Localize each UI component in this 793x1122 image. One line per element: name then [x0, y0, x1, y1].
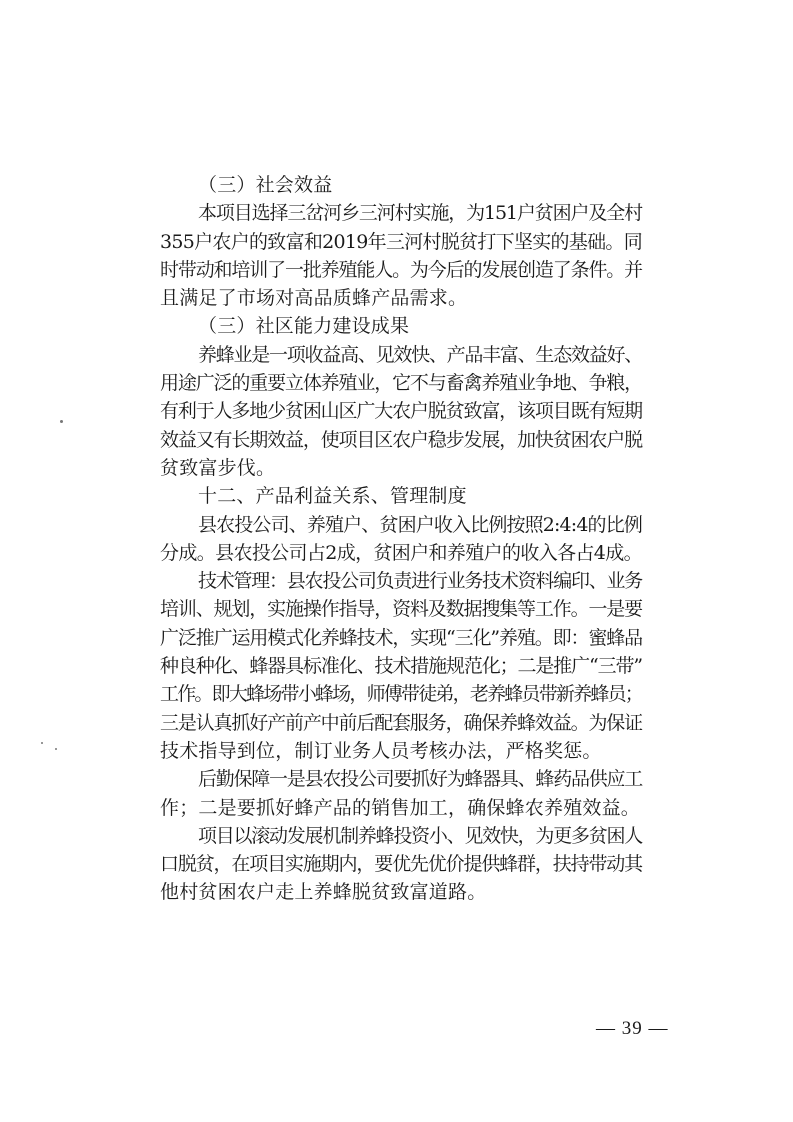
text-line: 作；二是要抓好蜂产品的销售加工，确保蜂农养殖效益。 — [160, 796, 641, 819]
text-line: 分成。县农投公司占2成，贫困户和养殖户的收入各占4成。 — [160, 541, 642, 564]
scan-speck — [60, 420, 63, 423]
text-line: 工作。即大蜂场带小蜂场，师傅带徒弟，老养蜂员带新养蜂员； — [160, 683, 642, 706]
text-line: 县农投公司、养殖户、贫困户收入比例按照2:4:4的比例 — [198, 513, 642, 536]
text-line: 效益又有长期效益，使项目区农户稳步发展，加快贫困农户脱 — [160, 428, 642, 451]
text-line: 种良种化、蜂器具标准化、技术措施规范化；二是推广“三带” — [160, 655, 642, 678]
text-line: 广泛推广运用模式化养蜂技术，实现“三化”养殖。即：蜜蜂品 — [160, 626, 642, 649]
document-body — [160, 171, 640, 907]
text-line: 技术指导到位，制订业务人员考核办法，严格奖惩。 — [160, 739, 602, 762]
text-line: 技术管理：县农投公司负责进行业务技术资料编印、业务 — [198, 570, 642, 593]
scan-speck — [41, 742, 43, 744]
text-line: 培训、规划，实施操作指导，资料及数据搜集等工作。一是要 — [160, 598, 642, 621]
text-line: （三）社会效益 — [198, 174, 333, 196]
text-line: 养蜂业是一项收益高、见效快、产品丰富、生态效益好、 — [198, 343, 642, 366]
text-line: 他村贫困农户走上养蜂脱贫致富道路。 — [160, 881, 487, 904]
text-line: （三）社区能力建设成果 — [198, 315, 410, 338]
scan-speck — [55, 748, 57, 750]
text-line: 十二、产品利益关系、管理制度 — [198, 485, 467, 508]
text-line: 本项目选择三岔河乡三河村实施，为151户贫困户及全村 — [198, 202, 642, 225]
text-line: 用途广泛的重要立体养殖业，它不与畜禽养殖业争地、争粮， — [160, 372, 642, 395]
text-line: 后勤保障一是县农投公司要抓好为蜂器具、蜂药品供应工 — [198, 768, 642, 791]
text-line: 355户农户的致富和2019年三河村脱贫打下坚实的基础。同 — [160, 230, 642, 253]
text-line: 且满足了市场对高品质蜂产品需求。 — [160, 287, 468, 310]
text-line: 项目以滚动发展机制养蜂投资小、见效快，为更多贫困人 — [198, 824, 642, 847]
text-line: 贫致富步伐。 — [160, 456, 276, 479]
text-line: 时带动和培训了一批养殖能人。为今后的发展创造了条件。并 — [160, 258, 642, 281]
page-number: — 39 — — [596, 1018, 669, 1039]
text-line: 口脱贫，在项目实施期内，要优先优价提供蜂群，扶持带动其 — [160, 853, 642, 876]
text-line: 三是认真抓好产前产中前后配套服务，确保养蜂效益。为保证 — [160, 711, 642, 734]
text-line: 有利于人多地少贫困山区广大农户脱贫致富，该项目既有短期 — [160, 400, 642, 423]
